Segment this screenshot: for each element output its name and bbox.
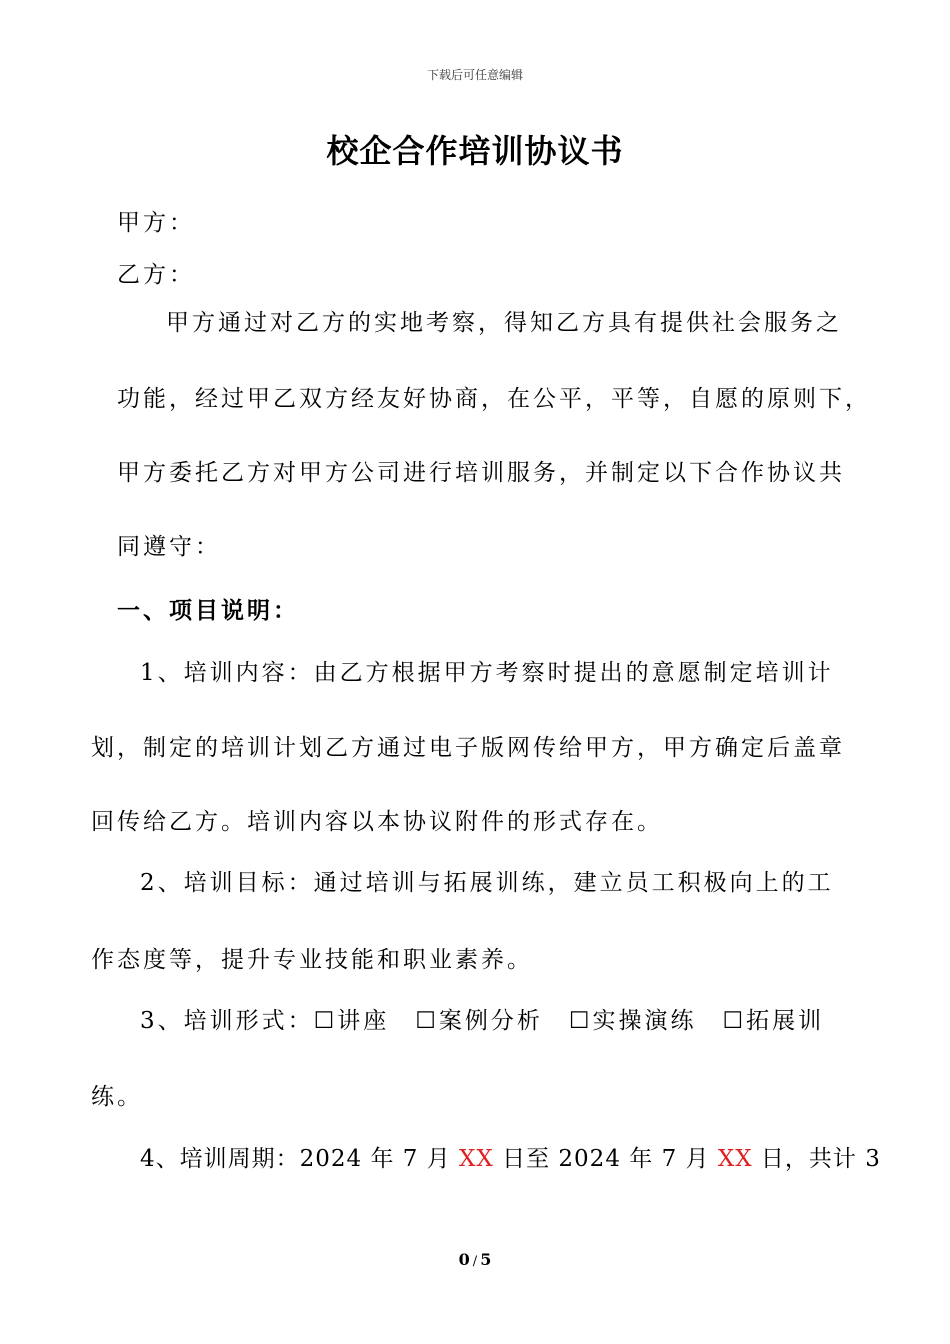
item2-line-2: 作态度等，提升专业技能和职业素养。 [91,947,533,973]
intro-line-3: 甲方委托乙方对甲方公司进行培训服务，并制定以下合作协议共 [117,460,845,486]
header-note: 下载后可任意编辑 [426,68,523,82]
item1-line-3: 回传给乙方。培训内容以本协议附件的形式存在。 [91,809,663,835]
page-number [0,1250,950,1269]
item1-line-2: 划，制定的培训计划乙方通过电子版网传给甲方，甲方确定后盖章 [91,735,845,761]
item3-line-1 [140,1002,824,1035]
page-total: 5 [480,1250,492,1269]
item4-part3: 日，共计 3 [752,1146,881,1172]
option-lecture: ☐讲座 [313,1008,390,1034]
party-a-label: 甲方： [117,210,195,236]
document-title: 校企合作培训协议书 [326,132,624,170]
placeholder-xx-1: XX [459,1146,494,1172]
item1-line-1: 1、培训内容：由乙方根据甲方考察时提出的意愿制定培训计 [140,660,834,686]
intro-line-1: 甲方通过对乙方的实地考察，得知乙方具有提供社会服务之 [166,310,842,336]
section-heading-1: 一、项目说明： [117,597,299,624]
option-practice: ☐实操演练 [568,1008,697,1034]
option-case-study: ☐案例分析 [415,1008,543,1034]
intro-line-4: 同遵守： [117,534,221,560]
page-current: 0 [458,1250,470,1269]
option-outdoor-training: ☐拓展训 [722,1008,825,1034]
page-separator: / [472,1254,478,1269]
party-b-label: 乙方： [117,262,195,288]
item3-line-2: 练。 [91,1084,143,1110]
item4-part2: 日至 2024 年 7 月 [493,1146,718,1172]
item2-line-1: 2、培训目标：通过培训与拓展训练，建立员工积极向上的工 [140,870,834,896]
intro-line-2: 功能，经过甲乙双方经友好协商，在公平，平等，自愿的原则下， [117,386,871,412]
placeholder-xx-2: XX [717,1146,753,1172]
item3-prefix: 3、培训形式： [140,1008,314,1034]
item4-line-1 [140,1140,881,1173]
item4-part1: 4、培训周期：2024 年 7 月 [140,1146,460,1172]
